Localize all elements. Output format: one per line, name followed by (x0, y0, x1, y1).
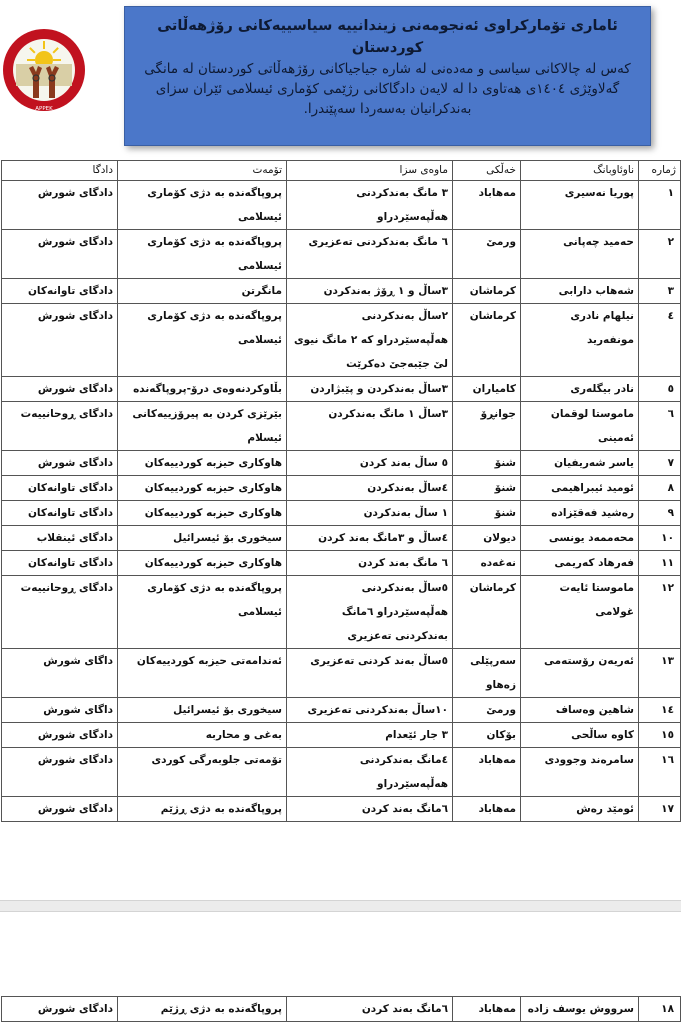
column-header: دادگا (2, 161, 118, 181)
row-number: ١٨ (639, 997, 681, 1022)
charge: پروپاگەندە بە دژی کۆماری ئیسلامی (118, 304, 287, 377)
person-name: شاهین وەساف (521, 698, 639, 723)
table-row (2, 698, 681, 723)
charge: پروپاگەندە بە دژی کۆماری ئیسلامی (118, 576, 287, 649)
document-page-2 (0, 912, 681, 1024)
hometown: مەهاباد (453, 748, 521, 797)
table-row (2, 402, 681, 451)
row-number: ١٢ (639, 576, 681, 649)
header-banner (124, 6, 651, 146)
court: دادگای ئینقلاب (2, 526, 118, 551)
person-name: پوریا نەسیری (521, 181, 639, 230)
court: دادگای ڕوحانییەت (2, 402, 118, 451)
person-name: سرووش یوسف زادە (521, 997, 639, 1022)
person-name: ئەریەن رۆستەمی (521, 649, 639, 698)
person-name: ئومێد رەش (521, 797, 639, 822)
charge: پروپاگەندە بە دژی کۆماری ئیسلامی (118, 181, 287, 230)
person-name: ئومید ئیبراهیمی (521, 476, 639, 501)
person-name: ماموستا لوقمان ئەمینی (521, 402, 639, 451)
person-name: نیلهام نادری مونفەرید (521, 304, 639, 377)
row-number: ٥ (639, 377, 681, 402)
hometown: کرماشان (453, 279, 521, 304)
row-number: ٢ (639, 230, 681, 279)
sentence: ٦ مانگ بەندکردنی تەعزیری (287, 230, 453, 279)
sentence: ٢ساڵ بەندکردنی هەڵپەسێردراو کە ٢ مانگ نیوی لێ جێبەجێ دەکرێت (287, 304, 453, 377)
table-row (2, 501, 681, 526)
court: دادگای شورش (2, 304, 118, 377)
table-row (2, 279, 681, 304)
table-row (2, 649, 681, 698)
hometown: کرماشان (453, 576, 521, 649)
person-name: شەهاب دارابی (521, 279, 639, 304)
table-row (2, 576, 681, 649)
table-row (2, 551, 681, 576)
row-number: ١١ (639, 551, 681, 576)
charge: هاوکاری حیزبە کوردییەکان (118, 451, 287, 476)
court: دادگای شورش (2, 797, 118, 822)
court: دادگای تاوانەکان (2, 551, 118, 576)
charge: بەغی و محاربە (118, 723, 287, 748)
table-row (2, 377, 681, 402)
table-row (2, 997, 681, 1022)
sentence: ٥ساڵ بەندکردنی هەڵپەسێردراو ٦مانگ بەندکردنی تەعزیری (287, 576, 453, 649)
sentence: ٤ساڵ و ٣مانگ بەند کردن (287, 526, 453, 551)
court: دادگای شورش (2, 451, 118, 476)
row-number: ٤ (639, 304, 681, 377)
court: دادگای شورش (2, 377, 118, 402)
row-number: ٦ (639, 402, 681, 451)
sentence: ٣ساڵ ١ مانگ بەندکردن (287, 402, 453, 451)
person-name: فەرهاد کەریمی (521, 551, 639, 576)
sentence: ٦مانگ بەند کردن (287, 797, 453, 822)
sentence: ٤مانگ بەندکردنی هەڵپەسێردراو (287, 748, 453, 797)
hometown: مەهاباد (453, 181, 521, 230)
table-row (2, 723, 681, 748)
sentence: ٤ساڵ بەندکردن (287, 476, 453, 501)
column-header: ناوئاوبانگ (521, 161, 639, 181)
document-title: ئاماری تۆمارکراوی ئەنجومەنی زیندانییە سیاسییەکانی رۆژهەڵاتی کوردستان (157, 18, 618, 56)
charge: مانگرتن (118, 279, 287, 304)
charge: بێرێزی کردن بە پیرۆزییەکانی ئیسلام (118, 402, 287, 451)
hometown: جوانڕۆ (453, 402, 521, 451)
court: داگای شورش (2, 649, 118, 698)
charge: هاوکاری حیزبە کوردییەکان (118, 551, 287, 576)
hometown: نەغەدە (453, 551, 521, 576)
table-row (2, 476, 681, 501)
sentence: ٥ساڵ بەند کردنی تەعزیری (287, 649, 453, 698)
hometown: شنۆ (453, 501, 521, 526)
table-header-row (2, 161, 681, 181)
sentences-table (1, 160, 681, 822)
table-body (2, 997, 681, 1022)
person-name: رەشید فەقێزادە (521, 501, 639, 526)
row-number: ١٠ (639, 526, 681, 551)
row-number: ٩ (639, 501, 681, 526)
charge: پروپاگەندە بە دژی ڕژێم (118, 797, 287, 822)
sentence: ٣ مانگ بەندکردنی هەڵپەسێردراو (287, 181, 453, 230)
court: دادگای شورش (2, 748, 118, 797)
charge: سیخوری بۆ ئیسرائیل (118, 526, 287, 551)
table-body (2, 181, 681, 822)
charge: پروپاگەندە بە دژی کۆماری ئیسلامی (118, 230, 287, 279)
row-number: ١ (639, 181, 681, 230)
row-number: ١٦ (639, 748, 681, 797)
person-name: نادر بیگلەری (521, 377, 639, 402)
sentence: ٥ ساڵ بەند کردن (287, 451, 453, 476)
court: دادگای شورش (2, 723, 118, 748)
column-header: ماوەی سزا (287, 161, 453, 181)
charge: ئەندامەتی حیزبە کوردییەکان (118, 649, 287, 698)
hometown: بۆکان (453, 723, 521, 748)
table-row (2, 304, 681, 377)
sentence: ٣ساڵ و ١ ڕۆژ بەندکردن (287, 279, 453, 304)
person-name: کاوە ساڵحی (521, 723, 639, 748)
charge: پروپاگەندە بە دژی ڕژێم (118, 997, 287, 1022)
court: دادگای شورش (2, 181, 118, 230)
row-number: ٣ (639, 279, 681, 304)
hometown: مەهاباد (453, 997, 521, 1022)
person-name: محەممەد یونسی (521, 526, 639, 551)
person-name: ماموستا ئایەت غولامی (521, 576, 639, 649)
person-name: حەمید چەپانی (521, 230, 639, 279)
hometown: ورمێ (453, 698, 521, 723)
sentence: ١ ساڵ بەندکردن (287, 501, 453, 526)
table-row (2, 181, 681, 230)
person-name: سامرەند وجوودی (521, 748, 639, 797)
court: دادگای ڕوحانییەت (2, 576, 118, 649)
court: دادگای تاوانەکان (2, 501, 118, 526)
column-header: ژمارە (639, 161, 681, 181)
logo-caption: APPEK (35, 106, 53, 112)
column-header: خەڵکی (453, 161, 521, 181)
sentence: ١٠ساڵ بەندکردنی تەعزیری (287, 698, 453, 723)
page-break (0, 900, 681, 912)
court: دادگای تاوانەکان (2, 279, 118, 304)
hometown: دیولان (453, 526, 521, 551)
row-number: ٨ (639, 476, 681, 501)
charge: تۆمەتی جلوبەرگی کوردی (118, 748, 287, 797)
document-intro: کەس لە چالاکانی سیاسی و مەدەنی لە شارە جیاجیاکانی رۆژهەڵاتی کوردستان لە مانگی گەلاوێژی ١٤٠٤ی هەتاوی دا لە لایەن دادگاکانی رژێمی کۆماری ئیسلامی ئێران سزای بەندکرانیان بەسەردا سەپێندرا. (144, 61, 631, 117)
court: داگای شورش (2, 698, 118, 723)
hometown: کامیاران (453, 377, 521, 402)
hometown: کرماشان (453, 304, 521, 377)
court: دادگای تاوانەکان (2, 476, 118, 501)
hometown: شنۆ (453, 451, 521, 476)
charge: هاوکاری حیزبە کوردییەکان (118, 476, 287, 501)
sentences-table-continued (1, 996, 681, 1022)
table-row (2, 526, 681, 551)
table-row (2, 748, 681, 797)
charge: بڵاوکردنەوەی درۆ-پروپاگەندە (118, 377, 287, 402)
hometown: شنۆ (453, 476, 521, 501)
row-number: ١٧ (639, 797, 681, 822)
hometown: مەهاباد (453, 797, 521, 822)
table-row (2, 451, 681, 476)
row-number: ١٤ (639, 698, 681, 723)
sentence: ٦ مانگ بەند کردن (287, 551, 453, 576)
sentence: ٦مانگ بەند کردن (287, 997, 453, 1022)
charge: هاوکاری حیزبە کوردییەکان (118, 501, 287, 526)
sentence: ٣ساڵ بەندکردن و پێبژاردن (287, 377, 453, 402)
prisoners-association-logo (2, 20, 86, 120)
hometown: سەرپێلی زەهاو (453, 649, 521, 698)
hometown: ورمێ (453, 230, 521, 279)
column-header: تۆمەت (118, 161, 287, 181)
sentence: ٣ جار ئێعدام (287, 723, 453, 748)
court: دادگای شورش (2, 997, 118, 1022)
court: دادگای شورش (2, 230, 118, 279)
row-number: ١٣ (639, 649, 681, 698)
table-row (2, 797, 681, 822)
row-number: ٧ (639, 451, 681, 476)
person-name: یاسر شەریفیان (521, 451, 639, 476)
table-row (2, 230, 681, 279)
row-number: ١٥ (639, 723, 681, 748)
charge: سیخوری بۆ ئیسرائیل (118, 698, 287, 723)
